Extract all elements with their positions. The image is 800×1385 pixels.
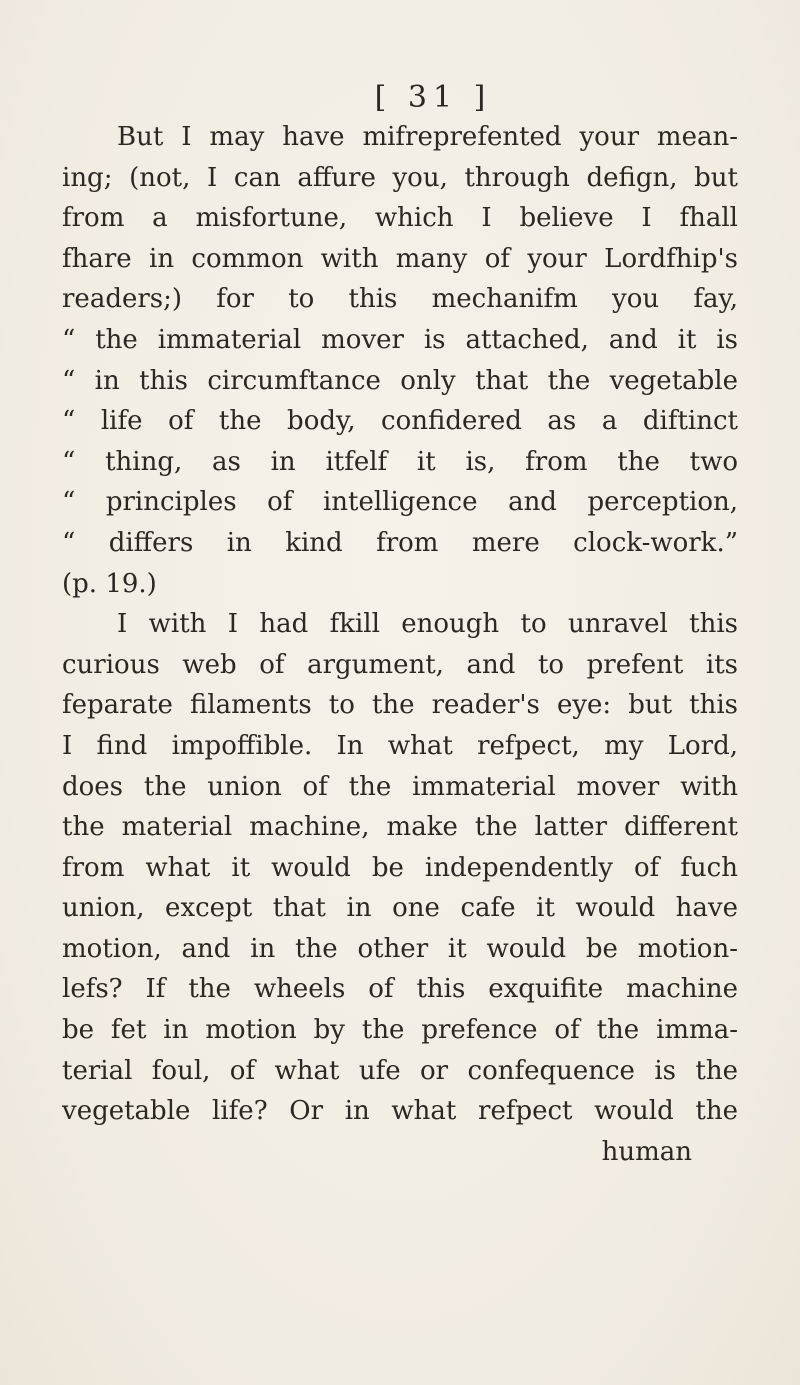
body-text (62, 117, 738, 1172)
text-line: I find impoffible. In what refpect, my Lord, (62, 730, 738, 761)
text-line: “ the immaterial mover is attached, and it is (62, 324, 738, 355)
text-line: does the union of the immaterial mover with (62, 771, 738, 802)
text-line: But I may have mifreprefented your mean- (117, 122, 738, 152)
text-line: “ thing, as in itfelf it is, from the two (62, 446, 738, 477)
text-line: be fet in motion by the prefence of the imma- (62, 1015, 738, 1046)
text-line: feparate filaments to the reader's eye: but this (62, 690, 738, 721)
text-line: “ principles of intelligence and perception, (62, 487, 738, 518)
catchword: human (601, 1136, 692, 1167)
text-line: “ life of the body, confidered as a diftinct (62, 406, 738, 437)
text-line: lefs? If the wheels of this exquifite machine (62, 974, 738, 1005)
text-line: vegetable life? Or in what refpect would the (62, 1096, 738, 1127)
text-line: fhare in common with many of your Lordfhip's (62, 243, 738, 274)
page-number: [ 31 ] (374, 80, 492, 115)
text-line: “ in this circumftance only that the vegetable (62, 365, 738, 396)
page-header (0, 80, 800, 115)
text-line: (p. 19.) (62, 568, 157, 599)
text-line: from a misfortune, which I believe I fhall (62, 203, 738, 234)
text-line: ing; (not, I can affure you, through defign, but (62, 162, 738, 193)
text-line: curious web of argument, and to prefent its (62, 649, 738, 680)
text-line: “ differs in kind from mere clock-work.” (62, 527, 738, 558)
text-line: motion, and in the other it would be motion- (62, 933, 738, 964)
text-line: from what it would be independently of fuch (62, 852, 738, 883)
text-line: the material machine, make the latter different (62, 812, 738, 843)
text-line: readers;) for to this mechanifm you fay, (62, 284, 738, 315)
text-line: union, except that in one cafe it would have (62, 893, 738, 924)
text-line: I with I had fkill enough to unravel this (117, 609, 738, 640)
text-line: terial foul, of what ufe or confequence is the (62, 1055, 738, 1086)
